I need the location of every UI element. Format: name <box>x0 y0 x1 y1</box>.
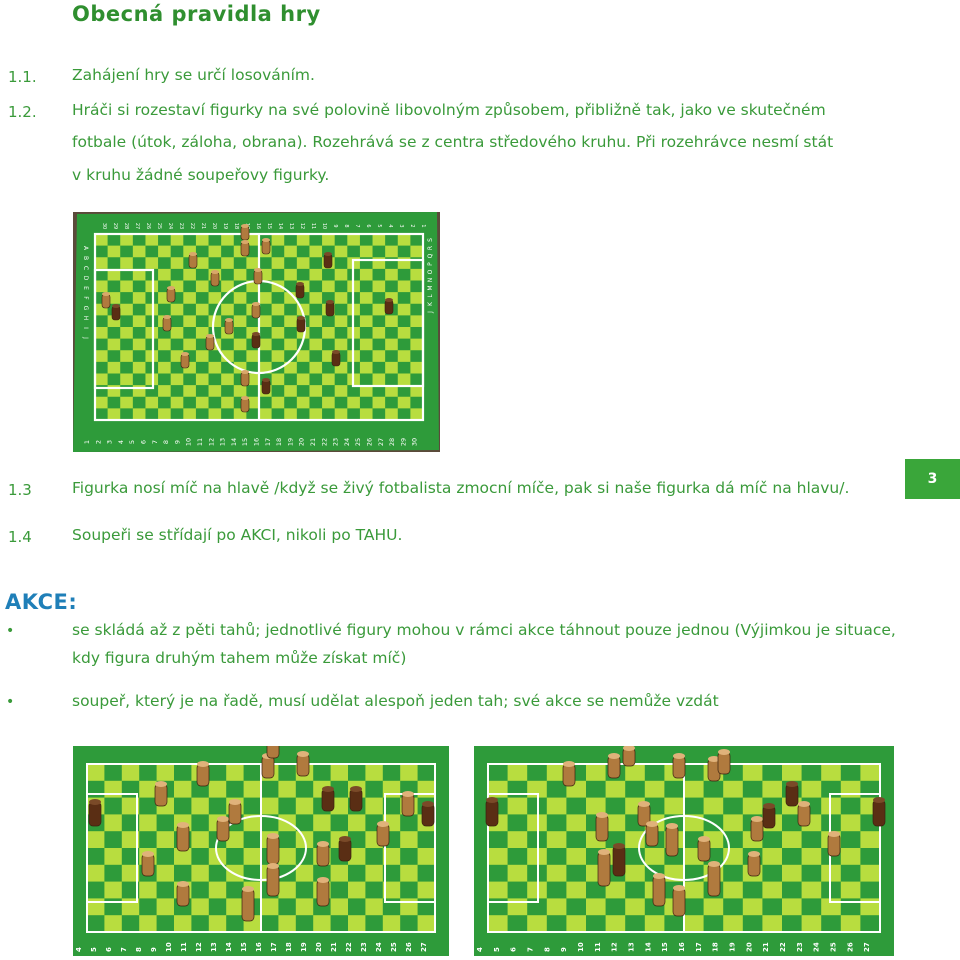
figurine <box>653 876 665 906</box>
board-number-label: 5 <box>128 439 137 445</box>
figurine <box>385 300 393 314</box>
board-letter-label: J <box>427 311 434 313</box>
board-number-label: 1 <box>420 224 426 228</box>
figurine <box>377 824 389 846</box>
figurine <box>267 836 279 864</box>
board-number-label: 14 <box>229 437 238 447</box>
board-number-label: 4 <box>387 224 393 228</box>
board-number-label: 19 <box>222 222 228 230</box>
board-number-label: 9 <box>560 947 569 952</box>
figurine <box>177 884 189 906</box>
akce-heading: AKCE: <box>5 590 78 614</box>
board-number-label: 5 <box>90 947 98 952</box>
board-number-label: 15 <box>661 942 670 952</box>
figurine <box>332 352 340 366</box>
board-number-label: 20 <box>745 942 754 952</box>
board-number-label: 13 <box>218 437 227 447</box>
akce-bullet-text: kdy figura druhým tahem může získat míč) <box>72 649 407 667</box>
board-number-label: 22 <box>320 437 329 447</box>
board-number-label: 6 <box>105 947 113 952</box>
game-photo-right <box>474 746 894 956</box>
board-number-label: 9 <box>332 224 338 228</box>
figurine <box>252 304 260 318</box>
board-number-label: 9 <box>173 439 182 445</box>
board-number-label: 23 <box>360 942 368 952</box>
rule-text: Zahájení hry se určí losováním. <box>72 66 315 84</box>
board-number-label: 27 <box>420 942 428 952</box>
board-number-label: 3 <box>398 224 404 228</box>
board-number-label: 12 <box>207 437 216 447</box>
figurine <box>326 302 334 316</box>
board-letter-label: Q <box>427 253 434 259</box>
board-number-label: 20 <box>315 942 323 952</box>
figurine <box>142 854 154 876</box>
board-number-label: 26 <box>846 942 855 952</box>
figurine <box>751 819 763 841</box>
board-number-label: 23 <box>331 437 340 447</box>
board-number-label: 17 <box>263 437 272 447</box>
figurine <box>241 226 249 240</box>
board-number-label: 20 <box>297 437 306 447</box>
figurine <box>167 288 175 302</box>
rule-text: Soupeři se střídají po AKCI, nikoli po TAHU. <box>72 526 403 544</box>
board-number-label: 21 <box>309 437 317 447</box>
board-number-label: 3 <box>105 439 114 445</box>
board-number-label: 6 <box>365 224 371 228</box>
figurine <box>254 270 262 284</box>
figurine <box>297 754 309 776</box>
figurine <box>666 826 678 856</box>
board-number-label: 19 <box>300 942 308 952</box>
figurine <box>102 294 110 308</box>
board-number-label: 21 <box>330 942 338 952</box>
board-number-label: 2 <box>409 224 415 228</box>
board-letter-label: I <box>82 327 89 329</box>
figurine <box>673 888 685 916</box>
rule-number: 1.1. <box>8 68 37 86</box>
figurine <box>563 764 575 786</box>
board-number-label: 27 <box>376 437 385 447</box>
akce-bullet-text: se skládá až z pěti tahů; jednotlivé figury mohou v rámci akce táhnout pouze jednou (Výjimkou je situace, <box>72 621 896 639</box>
figurine <box>339 839 351 861</box>
board-number-label: 25 <box>390 942 398 952</box>
board-number-label: 27 <box>134 222 140 230</box>
board-number-label: 11 <box>593 942 602 952</box>
board-number-label: 13 <box>288 222 294 230</box>
page-title: Obecná pravidla hry <box>72 2 321 26</box>
board-number-label: 16 <box>678 942 686 952</box>
board-number-label: 8 <box>162 439 171 445</box>
board-number-label: 10 <box>577 942 585 952</box>
board-number-label: 26 <box>405 942 413 952</box>
rule-text: fotbale (útok, záloha, obrana). Rozehrává se z centra středového kruhu. Při rozehrávce nesmí stát <box>72 133 834 151</box>
board-number-label: 14 <box>225 942 233 952</box>
figurine <box>177 825 189 851</box>
figurine <box>112 306 120 320</box>
figurine <box>698 839 710 861</box>
figurine <box>608 756 620 778</box>
board-letter-label: G <box>82 305 89 311</box>
board-number-label: 24 <box>167 222 173 230</box>
figurine <box>197 764 209 786</box>
rule-text: Hráči si rozestaví figurky na své polovině libovolným způsobem, přibližně tak, jako ve skutečném <box>72 101 826 119</box>
figurine <box>613 846 625 876</box>
board-number-label: 22 <box>189 222 195 230</box>
figurine <box>225 320 233 334</box>
board-number-label: 13 <box>210 942 218 952</box>
figurine <box>598 852 610 886</box>
board-letter-label: L <box>427 294 434 298</box>
figurine <box>241 372 249 386</box>
figurine <box>402 794 414 816</box>
board-number-label: 25 <box>354 437 363 447</box>
board-number-label: 16 <box>255 222 261 230</box>
board-number-label: 24 <box>342 437 351 447</box>
board-number-label: 17 <box>694 942 703 952</box>
board-letter-label: C <box>82 265 89 271</box>
board-number-label: 18 <box>275 437 284 447</box>
board-number-label: 6 <box>509 947 518 952</box>
figurine <box>217 819 229 841</box>
board-number-label: 24 <box>812 942 821 952</box>
game-board-photo <box>73 212 440 452</box>
rule-text: v kruhu žádné soupeřovy figurky. <box>72 166 330 184</box>
board-number-label: 16 <box>252 437 261 447</box>
board-number-label: 18 <box>285 942 293 952</box>
board-number-label: 10 <box>321 222 327 230</box>
board-number-label: 7 <box>120 947 128 952</box>
board-number-label: 29 <box>112 222 118 230</box>
figurine <box>206 336 214 350</box>
figurine <box>422 804 434 826</box>
figurine <box>324 254 332 268</box>
rule-number: 1.4 <box>8 528 32 546</box>
board-number-label: 18 <box>233 222 239 230</box>
board-letter-label: S <box>427 238 434 242</box>
akce-bullet-text: soupeř, který je na řadě, musí udělat alespoň jeden tah; své akce se nemůže vzdát <box>72 692 719 710</box>
board-number-label: 27 <box>863 942 872 952</box>
figurine <box>241 242 249 256</box>
board-letter-label: H <box>82 315 89 321</box>
board-number-label: 14 <box>277 222 283 230</box>
board-letter-label: E <box>82 286 89 290</box>
figurine <box>322 789 334 811</box>
board-number-label: 8 <box>543 947 552 952</box>
board-number-label: 6 <box>139 439 148 445</box>
board-number-label: 16 <box>255 942 263 952</box>
board-number-label: 18 <box>711 942 720 952</box>
figurine <box>486 800 498 826</box>
board-number-label: 15 <box>240 942 248 952</box>
figurine <box>211 272 219 286</box>
rule-text: Figurka nosí míč na hlavě /když se živý fotbalista zmocní míče, pak si naše figurka dá míč na hlavu/. <box>72 479 850 497</box>
rule-number: 1.3 <box>8 481 32 499</box>
figurine <box>748 854 760 876</box>
figurine <box>673 756 685 778</box>
board-number-label: 1 <box>83 439 91 445</box>
board-letter-label: P <box>427 262 434 266</box>
board-number-label: 7 <box>354 224 360 228</box>
board-number-label: 7 <box>150 439 159 445</box>
figurine <box>181 354 189 368</box>
board-letter-label: R <box>427 245 434 251</box>
figurine <box>296 284 304 298</box>
board-number-label: 22 <box>345 942 353 952</box>
board-number-label: 19 <box>728 942 737 952</box>
figurine <box>297 318 305 332</box>
figurine <box>718 752 730 774</box>
figurine <box>350 789 362 811</box>
figurine <box>267 866 279 896</box>
figurine <box>189 254 197 268</box>
board-number-label: 23 <box>795 942 804 952</box>
board-number-label: 8 <box>343 224 349 228</box>
board-number-label: 28 <box>388 437 397 447</box>
figurine <box>763 806 775 828</box>
game-photo-left <box>73 746 449 956</box>
board-number-label: 10 <box>184 437 193 447</box>
figurine <box>873 800 885 826</box>
board-number-label: 11 <box>310 222 316 230</box>
figurine <box>317 844 329 866</box>
board-number-label: 17 <box>270 942 278 952</box>
figurine <box>163 317 171 331</box>
board-number-label: 12 <box>610 942 619 952</box>
board-number-label: 22 <box>779 942 787 952</box>
rule-number: 1.2. <box>8 103 37 121</box>
figurine <box>252 334 260 348</box>
figurine <box>262 380 270 394</box>
board-number-label: 28 <box>123 222 129 230</box>
figurine <box>596 815 608 841</box>
board-number-label: 2 <box>94 439 103 445</box>
bullet-dot: • <box>6 623 15 639</box>
figurine <box>229 802 241 824</box>
board-number-label: 25 <box>156 222 162 230</box>
board-number-label: 7 <box>526 947 535 952</box>
figurine <box>708 864 720 896</box>
board-number-label: 30 <box>101 222 107 230</box>
board-number-label: 13 <box>627 942 636 952</box>
figurine <box>828 834 840 856</box>
figurine <box>317 880 329 906</box>
board-letter-label: D <box>82 275 89 281</box>
board-letter-label: N <box>427 277 434 283</box>
board-number-label: 29 <box>399 437 408 447</box>
board-number-label: 26 <box>145 222 151 230</box>
board-letter-label: F <box>82 296 89 300</box>
board-number-label: 11 <box>196 437 204 447</box>
board-number-label: 4 <box>75 947 83 952</box>
board-number-label: 30 <box>410 437 419 447</box>
board-number-label: 23 <box>178 222 184 230</box>
figurine <box>646 824 658 846</box>
figurine <box>242 889 254 921</box>
board-letter-label: M <box>427 285 434 291</box>
figurine <box>241 398 249 412</box>
board-number-label: 10 <box>165 942 173 952</box>
board-number-label: 11 <box>180 942 188 952</box>
board-number-label: 21 <box>762 942 771 952</box>
board-number-label: 5 <box>492 947 501 952</box>
board-number-label: 14 <box>644 942 653 952</box>
board-number-label: 9 <box>150 947 158 952</box>
board-number-label: 25 <box>829 942 838 952</box>
board-number-label: 19 <box>286 437 295 447</box>
figurine <box>262 240 270 254</box>
board-letter-label: K <box>427 302 434 306</box>
board-number-label: 12 <box>195 942 203 952</box>
bullet-dot: • <box>6 694 15 710</box>
page-number: 3 <box>905 459 960 499</box>
figurine <box>798 804 810 826</box>
board-number-label: 4 <box>116 439 125 445</box>
figurine <box>786 784 798 806</box>
board-letter-label: B <box>82 255 89 261</box>
board-number-label: 21 <box>200 222 206 230</box>
board-letter-label: J <box>82 337 89 339</box>
board-number-label: 15 <box>241 437 250 447</box>
board-number-label: 26 <box>365 437 374 447</box>
figurine <box>267 746 279 758</box>
figurine <box>262 756 274 778</box>
figurine <box>155 784 167 806</box>
figurine <box>89 802 101 826</box>
board-number-label: 8 <box>135 947 143 952</box>
board-number-label: 5 <box>376 224 382 228</box>
board-number-label: 15 <box>266 222 272 230</box>
board-number-label: 24 <box>375 942 383 952</box>
board-number-label: 20 <box>211 222 217 230</box>
board-number-label: 4 <box>476 947 484 952</box>
board-number-label: 12 <box>299 222 305 230</box>
board-letter-label: A <box>82 245 89 251</box>
board-letter-label: O <box>427 269 434 275</box>
